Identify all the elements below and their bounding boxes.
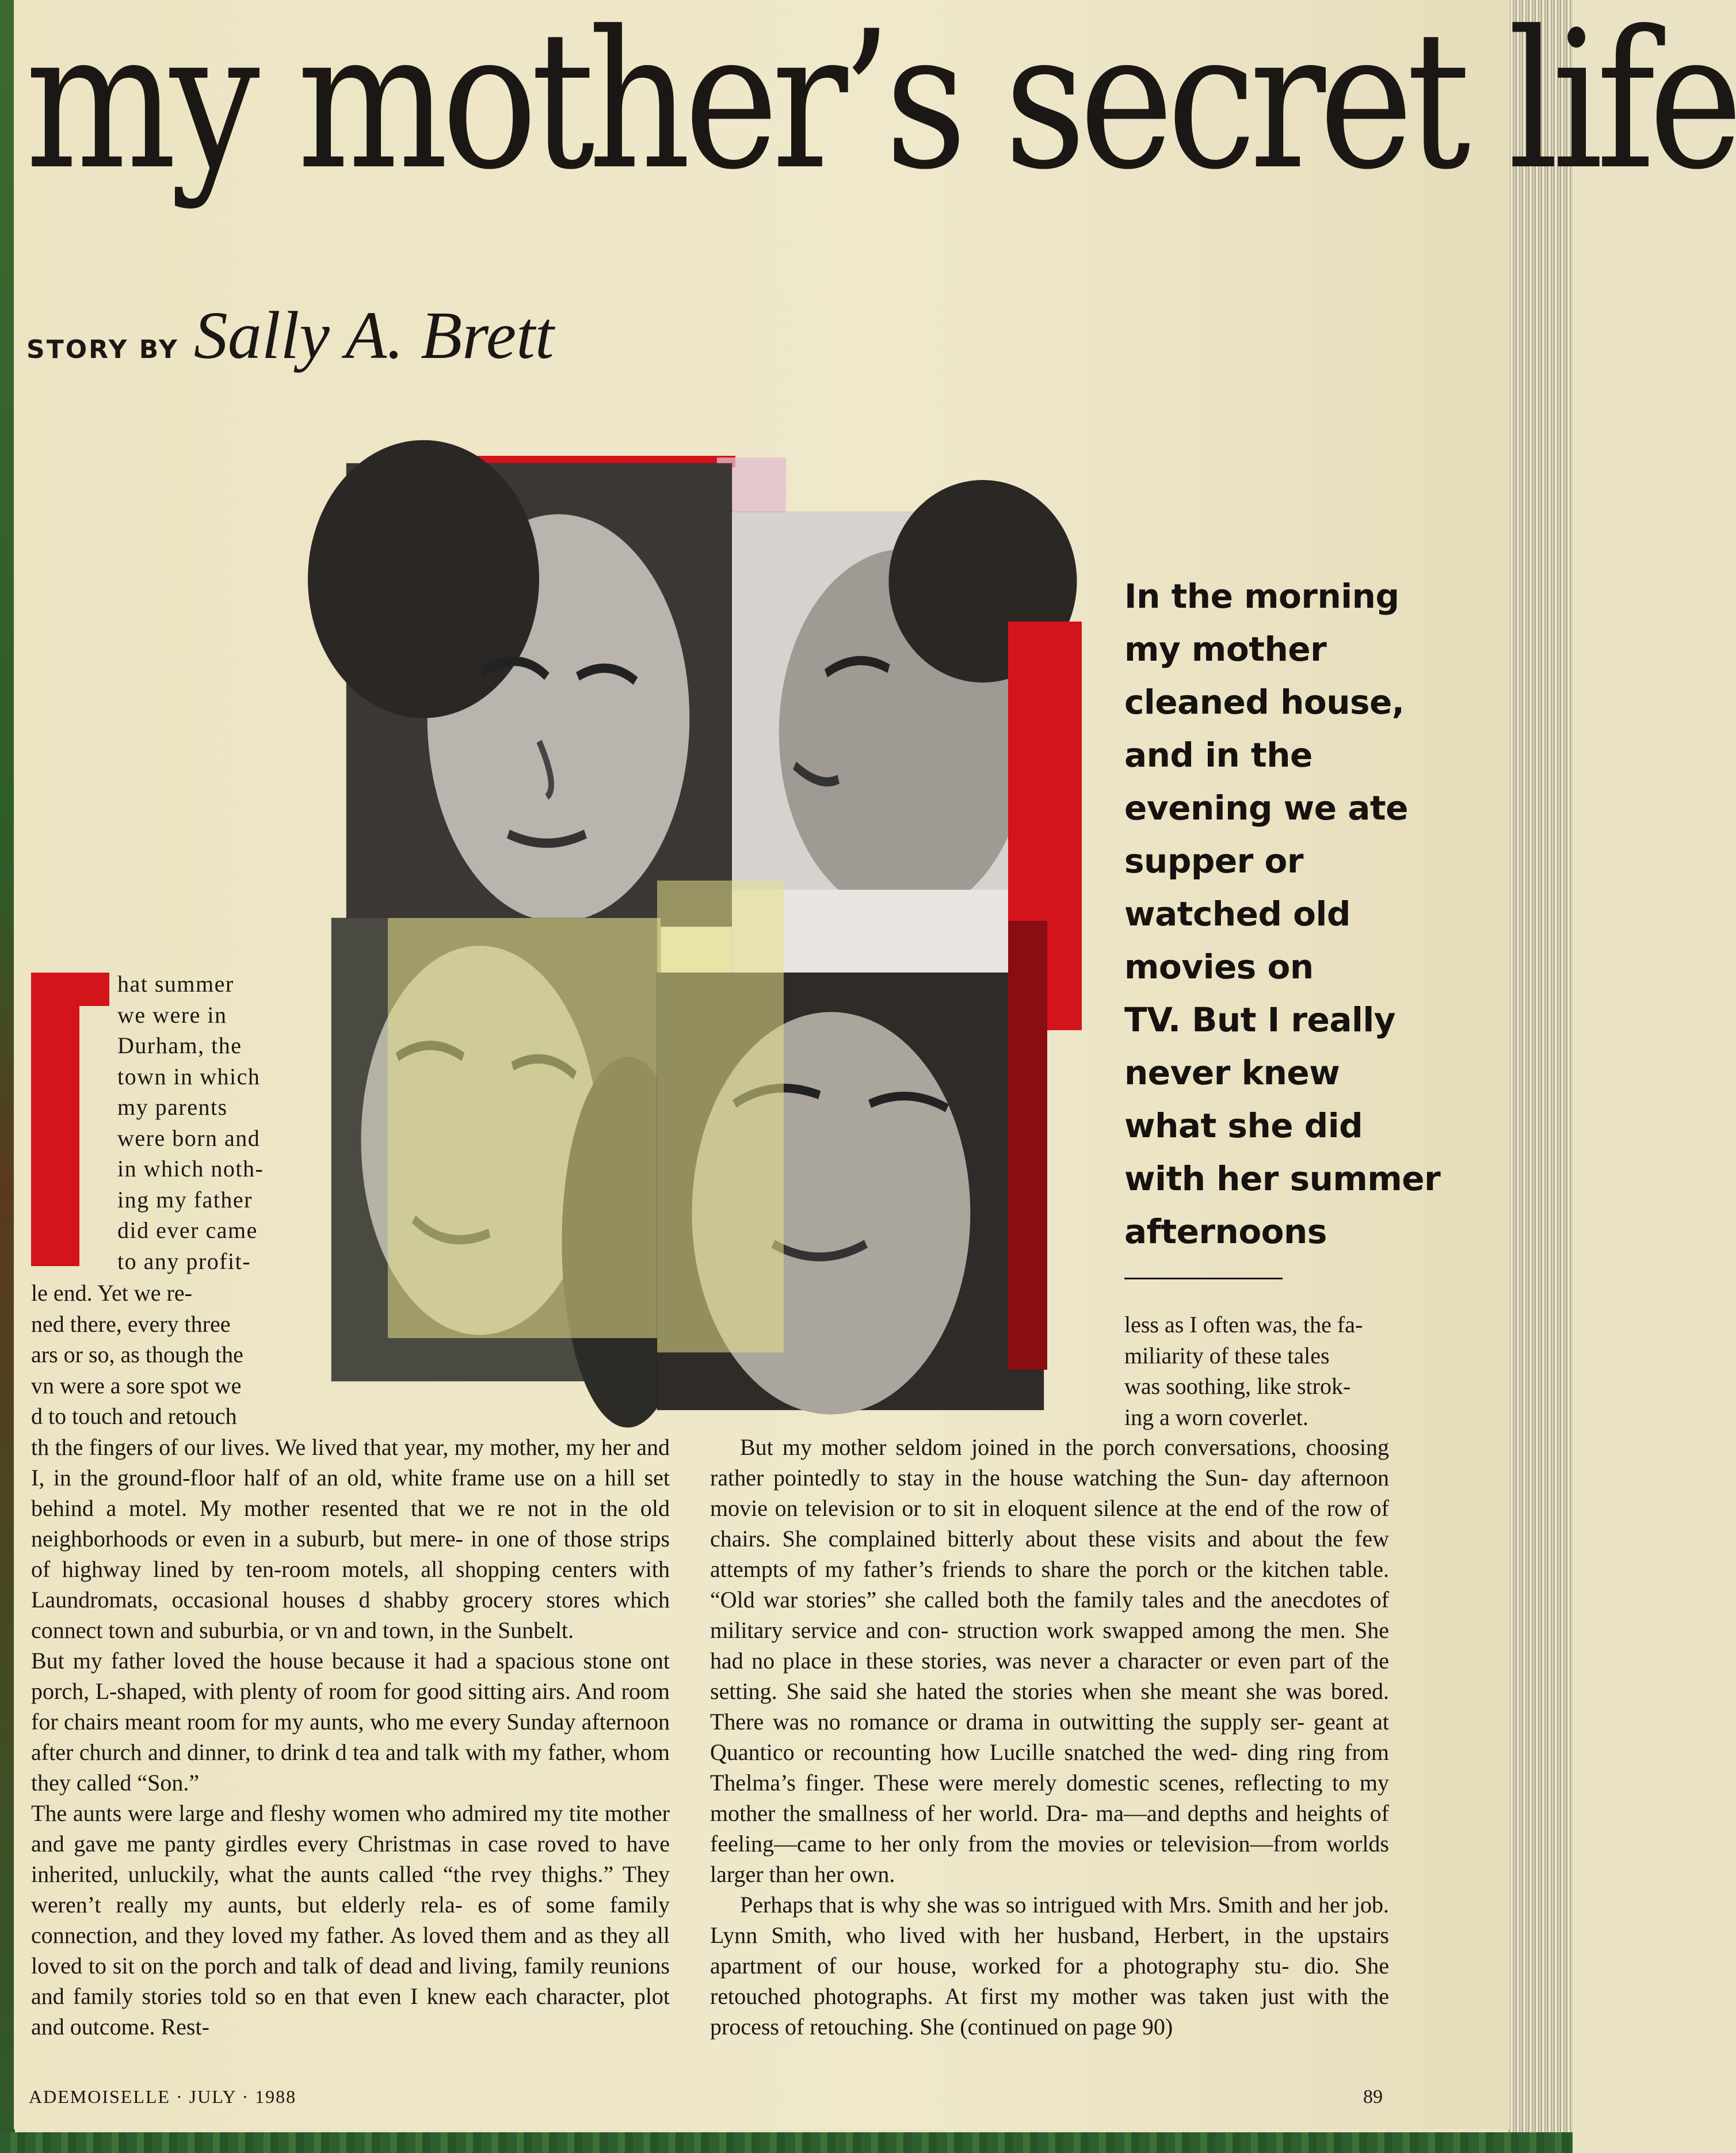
- text-line: vn were a sore spot we: [31, 1372, 242, 1399]
- opening-paragraph-continued: [31, 1278, 273, 1432]
- pull-quote-line: never knew: [1124, 1053, 1340, 1092]
- body-paragraph: But my father loved the house because it had a spacious stone ont porch, L-shaped, with plenty of room for good sitting airs. And room for chairs meant room for my aunts, who me every Sunday afternoon after church and dinner, to drink d tea and talk with my father, whom they called “Son.”: [31, 1648, 670, 1796]
- text-line: Durham, the: [117, 1032, 242, 1058]
- page-stack-edge: [1508, 0, 1573, 2132]
- byline: [26, 296, 554, 375]
- text-line: did ever came: [117, 1217, 258, 1243]
- body-column-right: [710, 1432, 1389, 2042]
- face-illustration: [346, 463, 732, 927]
- pull-quote-line: cleaned house,: [1124, 683, 1405, 722]
- text-line: we were in: [117, 1001, 227, 1028]
- pull-quote-line: and in the: [1124, 736, 1313, 775]
- body-column-left: [31, 1432, 670, 2042]
- yellow-overlay-left: [388, 918, 661, 1338]
- pull-quote-line: TV. But I really: [1124, 1000, 1396, 1039]
- text-line: le end. Yet we re-: [31, 1280, 192, 1306]
- text-line: less as I often was, the fa-: [1124, 1312, 1363, 1337]
- drop-cap-t-stem: [31, 973, 79, 1266]
- pull-quote-line: evening we ate: [1124, 788, 1408, 828]
- text-line: ned there, every three: [31, 1310, 231, 1337]
- text-line: was soothing, like strok-: [1124, 1373, 1351, 1399]
- pull-quote-line: In the morning: [1124, 577, 1399, 616]
- body-paragraph: But my mother seldom joined in the porch conversations, choosing rather pointedly to stay in the house watching the Sun- day afternoon movie on television or to sit in eloquent silence at the end of the row of chairs. She complained bitterly about these visits and about the few attempts of my father’s friends to share the porch or the kitchen table. “Old war stories” she called both the family tales and the anecdotes of military service and con- struction work swapped among the men. She had no place in these stories, was never a character or even part of the setting. She said she hated the stories when she meant she was bored. There was no romance or drama in outwitting the supply ser- geant at Quantico or recounting how Lucille snatched the wed- ding ring from Thelma’s finger. These were merely domestic scenes, reflecting to my mother the smallness of her world. Dra- ma—and depths and heights of feeling—came to her only from the movies or television—from worlds larger than her own.: [710, 1434, 1389, 1887]
- pull-quote-line: supper or: [1124, 841, 1303, 881]
- body-paragraph: The aunts were large and fleshy women who admired my tite mother and gave me panty girdles every Christmas in case roved to have inherited, unluckily, what the aunts called “the rvey thighs.” They weren’t really my aunts, but elderly rela- es of some family connection, and they loved my father. As loved them and as they all loved to sit on the porch and talk of dead and living, family reunions and family stories told so en that even I knew each character, plot and outcome. Rest-: [31, 1800, 670, 2040]
- text-line: hat summer: [117, 971, 234, 997]
- page-number: 89: [1363, 2086, 1383, 2108]
- text-line: ing my father: [117, 1186, 253, 1213]
- opening-paragraph: [117, 969, 273, 1276]
- portrait-photo-top-left: [346, 463, 732, 927]
- pull-quote-line: my mother: [1124, 630, 1327, 669]
- pull-quote-line: what she did: [1124, 1106, 1363, 1145]
- text-line: my parents: [117, 1094, 228, 1120]
- binding-edge: [0, 0, 15, 2153]
- yellow-overlay-right: [657, 881, 784, 1352]
- text-line: to any profit-: [117, 1248, 251, 1274]
- right-column-intro: [1124, 1309, 1395, 1432]
- magazine-page: [14, 0, 1736, 2129]
- pull-quote-rule: [1124, 1278, 1283, 1279]
- body-paragraph: Perhaps that is why she was so intrigued with Mrs. Smith and her job. Lynn Smith, who lived with her husband, Herbert, in the upstairs apartment of our house, worked for a photography stu- dio. She retouched photographs. At first my mother was taken just with the process of retouching. She (continued on page 90): [710, 1892, 1389, 2040]
- article-title: my mother’s secret life: [25, 0, 1736, 211]
- binding-bottom-edge: [0, 2132, 1573, 2153]
- author-name: Sally A. Brett: [193, 298, 554, 373]
- text-line: miliarity of these tales: [1124, 1342, 1330, 1369]
- pull-quote-line: movies on: [1124, 947, 1314, 986]
- body-paragraph: th the fingers of our lives. We lived that year, my mother, my her and I, in the ground-floor half of an old, white frame use on a hill set behind a motel. My mother resented that we re not in the old neighborhoods or even in a suburb, but mere- in one of those strips of highway lined by ten-room motels, all shopping centers with Laundromats, occasional houses d shabby grocery stores which connect town and suburbia, or vn and town, in the Sunbelt.: [31, 1434, 670, 1643]
- byline-label: STORY BY: [26, 335, 179, 364]
- text-line: were born and: [117, 1125, 261, 1151]
- dark-red-strip: [1008, 921, 1047, 1370]
- text-line: d to touch and retouch: [31, 1403, 237, 1429]
- text-line: ing a worn coverlet.: [1124, 1404, 1308, 1430]
- text-line: town in which: [117, 1063, 261, 1089]
- text-line: in which noth-: [117, 1156, 264, 1182]
- footer-publication: ADEMOISELLE · JULY · 1988: [29, 2086, 297, 2107]
- pull-quote-line: watched old: [1124, 894, 1350, 933]
- text-line: ars or so, as though the: [31, 1342, 243, 1367]
- pull-quote-line: afternoons: [1124, 1212, 1327, 1251]
- pull-quote: [1124, 570, 1447, 1258]
- pull-quote-line: with her summer: [1124, 1159, 1441, 1198]
